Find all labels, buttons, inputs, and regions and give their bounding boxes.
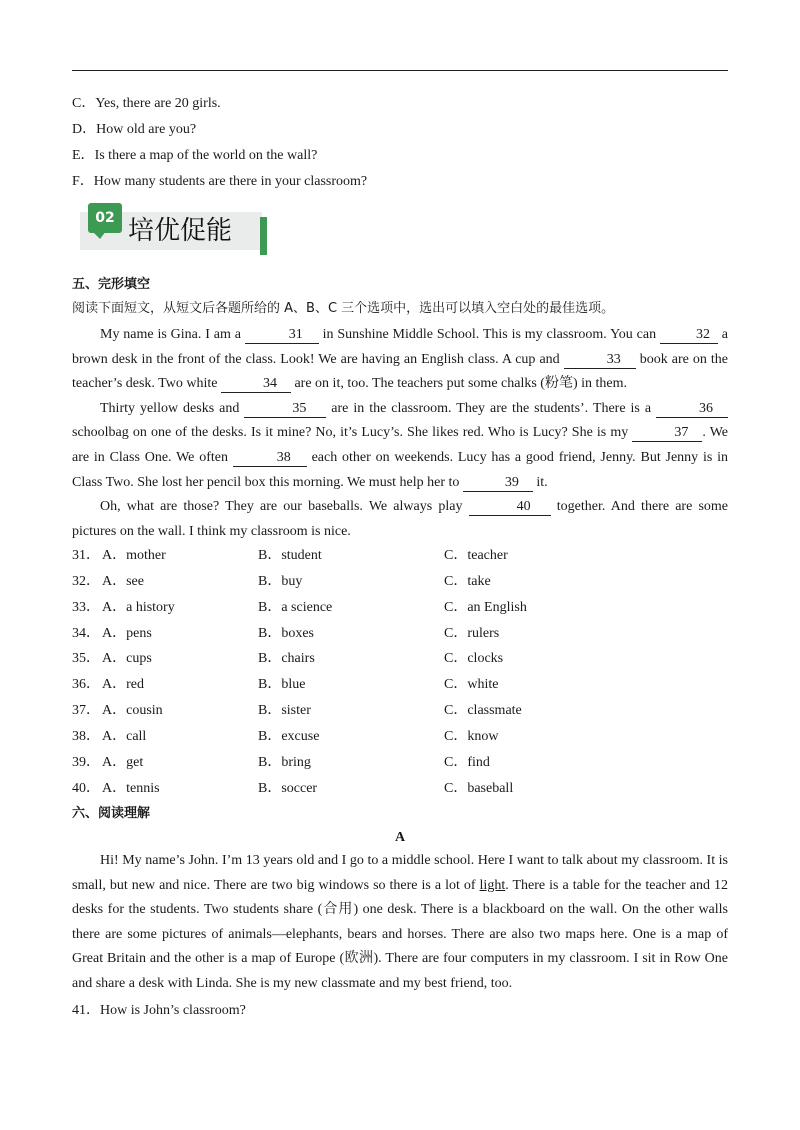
section6-heading: 六、阅读理解 [72,806,151,821]
option-b: B．soccer [258,781,318,796]
cloze-paragraph-3: Oh, what are those? They are our baseballs. We always play 40 together. And there are some pictures on the wall. I think my classroom is nice. [72,499,729,539]
option-a: A．red [102,677,144,692]
option-c: C．Yes, there are 20 girls. [72,96,221,111]
question-36 [72,676,728,694]
option-a: A．get [102,755,144,770]
option-b: B．a science [258,600,333,615]
option-c: C．know [444,729,499,744]
blank-31: 31 [245,327,319,344]
question-number: 36． [72,677,100,692]
option-a: A．a history [102,600,175,615]
option-b: B．student [258,548,322,563]
question-41: 41．How is John’s classroom? [72,1003,246,1018]
question-number: 40． [72,781,100,796]
option-d: D．How old are you? [72,122,197,137]
question-number: 37． [72,703,100,718]
question-number: 33． [72,600,100,615]
option-a: A．cousin [102,703,163,718]
blank-34: 34 [221,376,291,393]
option-b: B．sister [258,703,311,718]
option-a: A．cups [102,651,152,666]
question-31 [72,547,728,565]
blank-32: 32 [660,327,718,344]
option-e: E．Is there a map of the world on the wall? [72,148,318,163]
blank-35: 35 [244,401,326,418]
question-number: 32． [72,574,100,589]
blank-40: 40 [469,499,551,516]
section5-instruction: 阅读下面短文，从短文后各题所给的 A、B、C 三个选项中，选出可以填入空白处的最佳选项。 [72,301,615,316]
option-c: C．classmate [444,703,522,718]
option-b: B．bring [258,755,311,770]
option-c: C．find [444,755,490,770]
question-40 [72,780,728,798]
section-banner [80,203,270,257]
blank-39: 39 [463,475,533,492]
question-number: 38． [72,729,100,744]
blank-38: 38 [233,450,307,467]
question-33 [72,599,728,617]
banner-title: 培优促能 [128,216,233,246]
option-a: A．mother [102,548,166,563]
question-32 [72,573,728,591]
option-b: B．chairs [258,651,315,666]
speech-tail-icon [92,231,106,239]
option-c: C．white [444,677,499,692]
option-a: A．see [102,574,144,589]
cloze-paragraph-2: Thirty yellow desks and 35 are in the classroom. They are the students’. There is a 36 schoolbag on one of the desks. Is it mine? No, it’s Lucy’s. She likes red. Who is Lucy? She is my 37 . We are in Class One. We often 38 each other on weekends. Lucy has a good friend, Jenny. But Jenny is in Class Two. She lost her pencil box this morning. We must help her to 39 it. [72,400,729,490]
option-c: C．baseball [444,781,514,796]
question-number: 31． [72,548,100,563]
option-c: C．an English [444,600,527,615]
option-b: B．buy [258,574,303,589]
option-b: B．excuse [258,729,320,744]
reading-passage-a [72,849,728,997]
option-a: A．pens [102,626,152,641]
question-34 [72,625,728,643]
question-39 [72,754,728,772]
option-b: B．boxes [258,626,314,641]
blank-33: 33 [564,352,636,369]
question-37 [72,702,728,720]
header-rule [72,70,728,71]
option-b: B．blue [258,677,306,692]
option-c: C．take [444,574,491,589]
banner-badge: 02 [88,203,122,233]
question-number: 39． [72,755,100,770]
banner-accent-bar [260,217,267,255]
section5-heading: 五、完形填空 [72,277,151,292]
passage-label: A [394,830,406,845]
question-38 [72,728,728,746]
question-number: 34． [72,626,100,641]
option-c: C．rulers [444,626,500,641]
cloze-paragraph-1: My name is Gina. I am a 31 in Sunshine Middle School. This is my classroom. You can 32 a brown desk in the front of the class. Look! We are having an English class. A cup and 33 book are on the teacher’s desk. Two white 34 are on it, too. The teachers put some chalks (粉笔) in them. [72,327,729,392]
question-35 [72,650,728,668]
cloze-passage [72,323,728,544]
underlined-word: light [479,877,506,893]
option-a: A．call [102,729,147,744]
reading-paragraph: Hi! My name’s John. I’m 13 years old and I go to a middle school. Here I want to talk about my classroom. It is small, but new and nice. There are two big windows so there is a lot of light. There is a table for the teacher and 12 desks for the students. Two students share (合用) one desk. There is a blackboard on the wall. On the other walls there are some pictures of animals—elephants, bears and horses. There are also two maps here. One is a map of Great Britain and the other is a map of Europe (欧洲). There are four computers in my classroom. I sit in Row One and share a desk with Linda. She is my new classmate and my best friend, too. [72,853,728,991]
blank-37: 37 [632,425,702,442]
question-number: 35． [72,651,100,666]
blank-36: 36 [656,401,728,418]
option-f: F．How many students are there in your classroom? [72,174,368,189]
option-c: C．clocks [444,651,504,666]
option-a: A．tennis [102,781,160,796]
option-c: C．teacher [444,548,508,563]
